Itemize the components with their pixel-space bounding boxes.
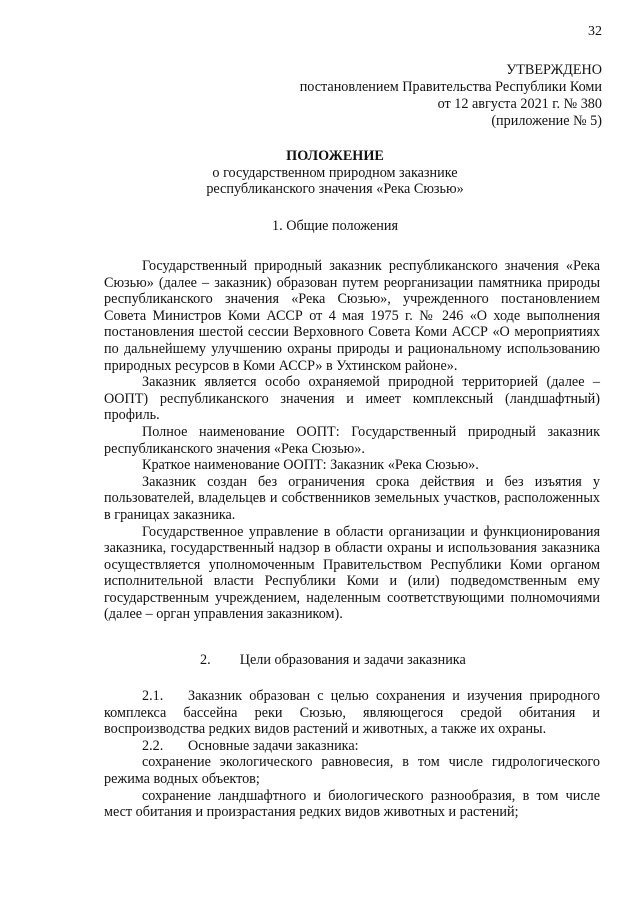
section-2-title: Цели образования и задачи заказника bbox=[239, 652, 466, 668]
section-1-paragraph: Заказник создан без ограничения срока действия и без изъятия у пользователей, владельцев и собственников земельных участков, расположенных в границах заказника. bbox=[104, 473, 600, 523]
section-2-heading bbox=[200, 652, 500, 669]
approval-line-3: (приложение № 5) bbox=[491, 113, 602, 129]
approval-stamp bbox=[182, 62, 602, 130]
title-sub-1: о государственном природном заказнике bbox=[212, 164, 458, 181]
approval-line-1: постановлением Правительства Республики Коми bbox=[299, 79, 602, 95]
section-1-heading: 1. Общие положения bbox=[272, 218, 398, 234]
approval-status: УТВЕРЖДЕНО bbox=[506, 62, 602, 78]
approval-line-2: от 12 августа 2021 г. № 380 bbox=[437, 96, 602, 112]
section-1-paragraph: Государственный природный заказник республиканского значения «Река Сюзью» (далее – заказник) образован путем реорганизации памятника природы республиканского значения «Река Сюзью», учрежденного постановлением Совета Министров Коми АССР от 4 мая 1975 г. № 246 «О ходе выполнения постановления шестой сессии Верховного Совета Коми АССР «О мероприятиях по дальнейшему улучшению охраны природы и рациональному использованию природных ресурсов в Коми АССР» в Ухтинском районе». bbox=[104, 258, 600, 374]
document-title bbox=[100, 148, 570, 198]
clause-2-1 bbox=[104, 688, 600, 738]
section-1-paragraph: Заказник является особо охраняемой природной территорией (далее – ООПТ) республиканского значения и имеет комплексный (ландшафтный) профиль. bbox=[104, 374, 600, 424]
page-number: 32 bbox=[588, 24, 602, 39]
title-main: ПОЛОЖЕНИЕ bbox=[286, 148, 384, 164]
section-1-paragraph: Краткое наименование ООПТ: Заказник «Река Сюзью». bbox=[142, 457, 479, 474]
clause-2-2 bbox=[104, 738, 600, 755]
title-sub-2: республиканского значения «Река Сюзью» bbox=[206, 181, 464, 198]
section-1-body bbox=[104, 258, 600, 623]
section-2-number: 2. bbox=[200, 652, 211, 668]
section-1-paragraph: Государственное управление в области организации и функционирования заказника, государственный надзор в области охраны и использования заказника осуществляется уполномоченным Правительством Республики Коми органом исполнительной власти Республики Коми и (или) подведомственным ему государственным учреждением, наделенным соответствующими полномочиями (далее – орган управления заказником). bbox=[104, 523, 600, 623]
clause-2-1-text: Заказник образован с целью сохранения и изучения природного комплекса бассейна реки Сюзью, являющегося средой обитания и воспроизводства редких видов растений и животных, а также их охраны. bbox=[104, 688, 600, 738]
clause-2-2-text: Основные задачи заказника: bbox=[188, 737, 359, 754]
section-2-body bbox=[104, 688, 600, 821]
section-1-paragraph: Полное наименование ООПТ: Государственный природный заказник республиканского значения «Река Сюзью». bbox=[104, 423, 600, 457]
clause-2-2-number: 2.2. bbox=[142, 737, 164, 754]
task-item: сохранение экологического равновесия, в том числе гидрологического режима водных объектов; bbox=[104, 754, 600, 787]
clause-2-1-number: 2.1. bbox=[142, 688, 164, 704]
task-item: сохранение ландшафтного и биологического разнообразия, в том числе мест обитания и произрастания редких видов животных и растений; bbox=[104, 787, 600, 821]
